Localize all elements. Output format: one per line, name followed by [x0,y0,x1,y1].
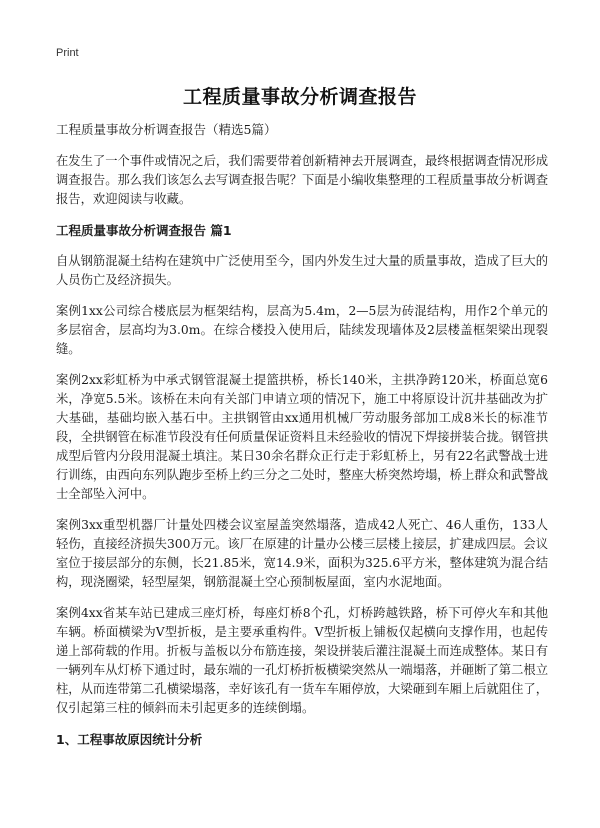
case-4-paragraph: 案例4xx省某车站已建成三座灯桥，每座灯桥8个孔，灯桥跨越铁路，桥下可停火车和其他车辆。桥面横梁为V型折板，是主要承重构件。V型折板上铺板仅起横向支撑作用，也起传递上部荷载的作用。折板与盖板以分布筋连接，架设拼装后灌注混凝土而连成整体。某日有一辆列车从灯桥下通过时，最东端的一孔灯桥折板横梁突然从一端塌落，并砸断了第二根立柱，从而连带第二孔横梁塌落，幸好该孔有一货车车厢停放，大梁砸到车厢上后就阻住了，仅引起第三柱的倾斜而未引起更多的连续倒塌。 [56,606,548,715]
section-heading: 工程质量事故分析调查报告 篇1 [56,223,232,238]
case-2-paragraph: 案例2xx彩虹桥为中承式钢管混凝土提篮拱桥，桥长140米，主拱净跨120米，桥面总宽6米，净宽5.5米。该桥在未向有关部门申请立项的情况下，施工中将原设计沉井基础改为扩大基础，基础均嵌入基石中。主拱钢管由xx通用机械厂劳动服务部加工成8米长的标准节段，全拱钢管在标准节段没有任何质量保证资料且未经验收的情况下焊接拼装合拢。钢管拱成型后管内分段用混凝土填注。某日30余名群众正行走于彩虹桥上，另有22名武警战士进行训练，由西向东列队跑步至桥上约三分之二处时，整座大桥突然垮塌，桥上群众和武警战士全部坠入河中。 [56,373,548,501]
body-paragraph: 自从钢筋混凝土结构在建筑中广泛使用至今，国内外发生过大量的质量事故，造成了巨大的人员伤亡及经济损失。 [56,254,548,287]
case-1-paragraph: 案例1xx公司综合楼底层为框架结构，层高为5.4m，2—5层为砖混结构，用作2个单元的多层宿舍，层高均为3.0m。在综合楼投入使用后，陆续发现墙体及2层楼盖框架梁出现裂缝。 [56,304,548,356]
intro-paragraph: 在发生了一个事件或情况之后，我们需要带着创新精神去开展调查，最终根据调查情况形成调查报告。那么我们该怎么去写调查报告呢？下面是小编收集整理的工程质量事故分析调查报告，欢迎阅读与收藏。 [56,154,548,206]
document-subtitle: 工程质量事故分析调查报告（精选5篇） [56,122,277,137]
section-2-heading: 1、工程事故原因统计分析 [56,732,203,747]
page-title: 工程质量事故分析调查报告 [182,86,417,108]
print-link[interactable]: Print [56,47,79,59]
document-body [56,121,548,761]
case-3-paragraph: 案例3xx重型机器厂计量处四楼会议室屋盖突然塌落，造成42人死亡、46人重伤，133人轻伤，直接经济损失300万元。该厂在原建的计量办公楼三层楼上接层，扩建成四层。会议室位于接层部分的东侧，长21.85米，宽14.9米，面积为325.6平方米，整体建筑为混合结构，现浇圈梁，轻型屋架，钢筋混凝土空心预制板屋面，室内水泥地面。 [56,518,548,589]
